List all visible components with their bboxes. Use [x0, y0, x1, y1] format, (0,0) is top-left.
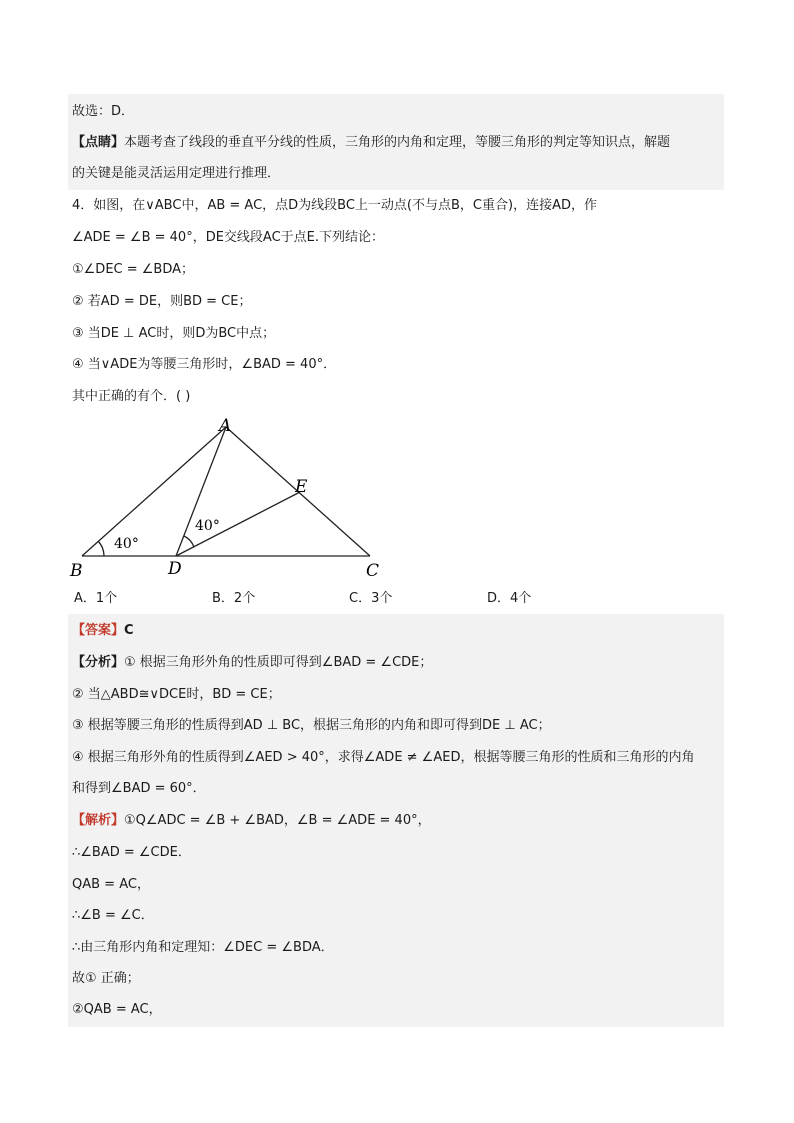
angle-b-label: 40° [114, 536, 139, 552]
angle-d-label: 40° [195, 518, 220, 534]
analysis-text-1: ① 根据三角形外角的性质即可得到∠BAD = ∠CDE； [124, 655, 433, 670]
statement-2: ② 若AD = DE，则BD = CE； [72, 294, 252, 309]
previous-comment-line-1 [72, 133, 670, 153]
label-c: C [366, 561, 380, 581]
statement-4: ④ 当∨ADE为等腰三角形时，∠BAD = 40°． [72, 357, 337, 372]
solution-line-5: ∴由三角形内角和定理知：∠DEC = ∠BDA． [72, 940, 334, 955]
segment-ab [82, 427, 226, 556]
segment-ad [176, 427, 226, 556]
triangle-figure [60, 410, 400, 585]
angle-d-arc [184, 536, 194, 547]
previous-comment-line-2: 的关键是能灵活运用定理进行推理． [72, 166, 281, 181]
solution-line-6: 故① 正确； [72, 971, 140, 986]
angle-b-arc [98, 541, 104, 556]
solution-line-4: ∴∠B = ∠C． [72, 908, 154, 923]
analysis-line-5: 和得到∠BAD = 60°． [72, 781, 206, 796]
option-b: B．2个 [212, 591, 256, 606]
analysis-line-2: ② 当△ABD≅∨DCE时，BD = CE； [72, 687, 281, 702]
answer-tag: 【答案】 [72, 623, 125, 638]
label-b: B [70, 561, 83, 581]
question-line-2: ∠ADE = ∠B = 40°，DE交线段AC于点E.下列结论： [72, 230, 385, 245]
solution-tag: 【解析】 [72, 813, 125, 828]
label-a: A [219, 416, 232, 436]
comment-tag: 【点睛】 [72, 135, 125, 150]
option-a: A．1个 [74, 591, 118, 606]
solution-line-2: ∴∠BAD = ∠CDE． [72, 845, 191, 860]
solution-text-1: ①Q∠ADC = ∠B + ∠BAD，∠B = ∠ADE = 40°， [124, 813, 431, 828]
question-prompt: 其中正确的有个．( ) [72, 389, 191, 404]
option-c: C．3个 [349, 591, 393, 606]
answer-line [72, 621, 134, 641]
question-line-1: 4．如图，在∨ABC中，AB = AC，点D为线段BC上一动点(不与点B，C重合)，连接AD，作 [72, 198, 597, 213]
statement-3: ③ 当DE ⊥ AC时，则D为BC中点； [72, 326, 276, 341]
solution-line-7: ②QAB = AC， [72, 1002, 162, 1017]
solution-line-1 [72, 811, 431, 831]
analysis-line-1 [72, 653, 432, 673]
analysis-line-3: ③ 根据等腰三角形的性质得到AD ⊥ BC，根据三角形的内角和即可得到DE ⊥ AC； [72, 718, 551, 733]
solution-line-3: QAB = AC， [72, 877, 150, 892]
comment-text-1: 本题考查了线段的垂直平分线的性质，三角形的内角和定理，等腰三角形的判定等知识点，解题 [124, 135, 671, 150]
analysis-line-4: ④ 根据三角形外角的性质得到∠AED > 40°，求得∠ADE ≠ ∠AED，根据等腰三角形的性质和三角形的内角 [72, 750, 695, 765]
answer-value: C [124, 623, 134, 638]
label-e: E [295, 477, 308, 497]
option-d: D．4个 [487, 591, 532, 606]
previous-choice: 故选：D． [72, 104, 135, 119]
analysis-tag: 【分析】 [72, 655, 125, 670]
statement-1: ①∠DEC = ∠BDA； [72, 262, 195, 277]
label-d: D [168, 559, 182, 579]
